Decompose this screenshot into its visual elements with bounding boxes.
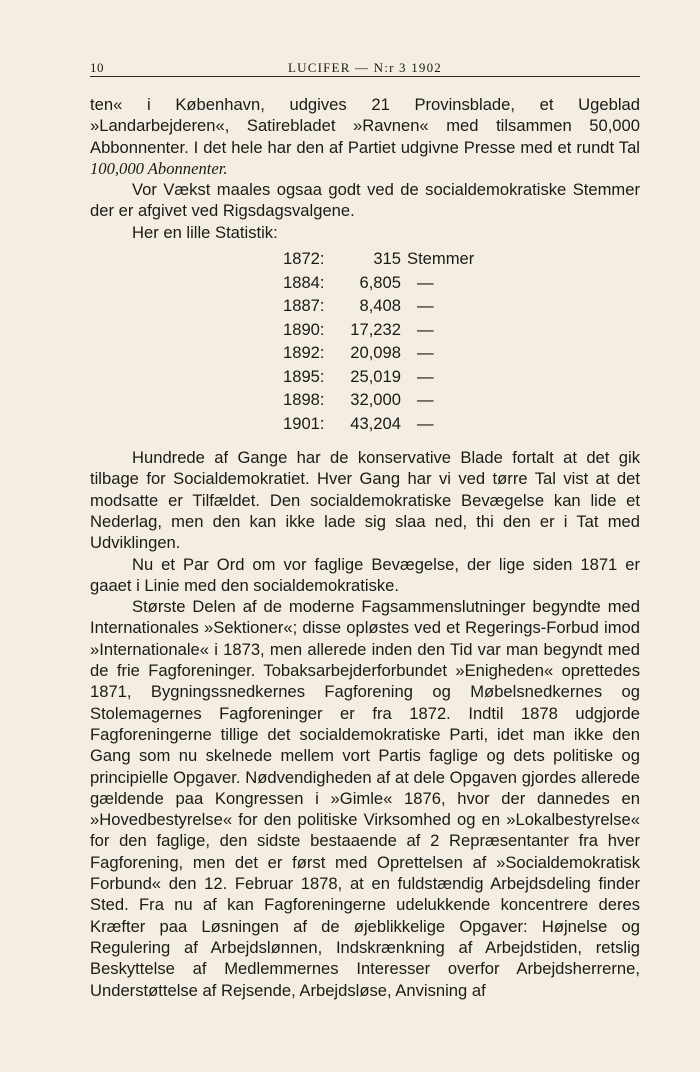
- stat-year: 1895:: [283, 366, 325, 386]
- ditto-mark: —: [417, 366, 434, 386]
- subscriber-count-italic: 100,000 Abonnenter.: [90, 158, 228, 178]
- stat-row: [283, 412, 640, 436]
- page-number: 10: [90, 60, 104, 75]
- paragraph-main-3: Største Delen af de moderne Fagsammenslutninger begyndte med Internationales »Sektioner«; disse opløstes ved et Regerings-Forbud imod »Internationale« i 1873, men allerede inden den Tid var man begyndt med de frie Fagforeninger. Tobaksarbejderforbundet »Enigheden« oprettedes 1871, Bygningssnedkernes Fagforening og Møbelsnedkernes og Stolemagernes Fagforeninger er fra 1872. Indtil 1878 udgjorde Fagforeningerne tillige det socialdemokratiske Parti, idet man ikke den Gang som nu skelnede mellem vort Partis faglige og dets politiske og principielle Opgaver. Nødvendigheden af at dele Opgaven gjordes allerede gældende paa Kongressen i »Gimle« 1876, hvor der dannedes en »Hovedbestyrelse« for den politiske Virksomhed og en »Lokalbestyrelse« for den faglige, den sidste bestaaende af 2 Repræsentanter fra hver Fagforening, men det er først med Oprettelsen af »Socialdemokratisk Forbund« den 12. Februar 1878, at en fuldstændig Arbejdsdeling finder Sted. Fra nu af kan Fagforeningerne udelukkende koncentrere deres Kræfter paa Løsningen af de øjeblikkelige Opgaver: Højnelse og Regulering af Arbejdslønnen, Indskrænkning af Arbejdstiden, retslig Beskyttelse af Medlemmernes Interesser overfor Arbejdsherrerne, Understøttelse af Rejsende, Arbejdsløse, Anvisning af: [90, 597, 640, 1000]
- paragraph-intro-3: Her en lille Statistik:: [132, 222, 278, 242]
- running-title: LUCIFER — N:r 3 1902: [288, 60, 442, 75]
- page-body: [90, 94, 640, 1001]
- stat-year: 1892:: [283, 343, 325, 363]
- stat-row: [283, 318, 640, 342]
- stat-votes: 6,805: [359, 272, 401, 292]
- stat-unit: Stemmer: [407, 249, 475, 269]
- stat-year: 1887:: [283, 296, 325, 316]
- stat-votes: 315: [373, 249, 401, 269]
- stat-year: 1890:: [283, 319, 325, 339]
- stat-votes: 32,000: [350, 390, 401, 410]
- stat-votes: 20,098: [350, 343, 401, 363]
- ditto-mark: —: [417, 413, 434, 433]
- stat-row: [283, 341, 640, 365]
- ditto-mark: —: [417, 343, 434, 363]
- header-rule: [90, 76, 640, 77]
- stat-votes: 25,019: [350, 366, 401, 386]
- ditto-mark: —: [417, 272, 434, 292]
- paragraph-intro-2: Vor Vækst maales ogsaa godt ved de socialdemokratiske Stemmer der er afgivet ved Rigsdagsvalgene.: [90, 180, 640, 221]
- stat-row: [283, 294, 640, 318]
- stat-year: 1901:: [283, 413, 325, 433]
- stat-row: [283, 247, 640, 271]
- stat-votes: 8,408: [359, 296, 401, 316]
- stat-year: 1872:: [283, 249, 325, 269]
- stat-votes: 17,232: [350, 319, 401, 339]
- stat-row: [283, 388, 640, 412]
- ditto-mark: —: [417, 296, 434, 316]
- vote-statistics-table: [283, 247, 640, 435]
- ditto-mark: —: [417, 390, 434, 410]
- paragraph-main-1: Hundrede af Gange har de konservative Blade fortalt at det gik tilbage for Socialdemokratiet. Hver Gang har vi ved tørre Tal vist at det modsatte er Tilfældet. Den socialdemokratiske Bevægelse kan lide et Nederlag, men den kan ikke lade sig slaa ned, thi den er i Tat med Udviklingen.: [90, 448, 640, 553]
- stat-year: 1884:: [283, 272, 325, 292]
- stat-year: 1898:: [283, 390, 325, 410]
- stat-row: [283, 271, 640, 295]
- ditto-mark: —: [417, 319, 434, 339]
- stat-row: [283, 365, 640, 389]
- paragraph-intro-1: ten« i København, udgives 21 Provinsblade, et Ugeblad »Landarbejderen«, Satirebladet »Ravnen« med tilsammen 50,000 Abbonnenter. I det hele har den af Partiet udgivne Presse med et rundt Tal 100,000 Abonnenter.: [90, 95, 640, 178]
- paragraph-main-2: Nu et Par Ord om vor faglige Bevægelse, der lige siden 1871 er gaaet i Linie med den socialdemokratiske.: [90, 554, 640, 595]
- stat-votes: 43,204: [350, 413, 401, 433]
